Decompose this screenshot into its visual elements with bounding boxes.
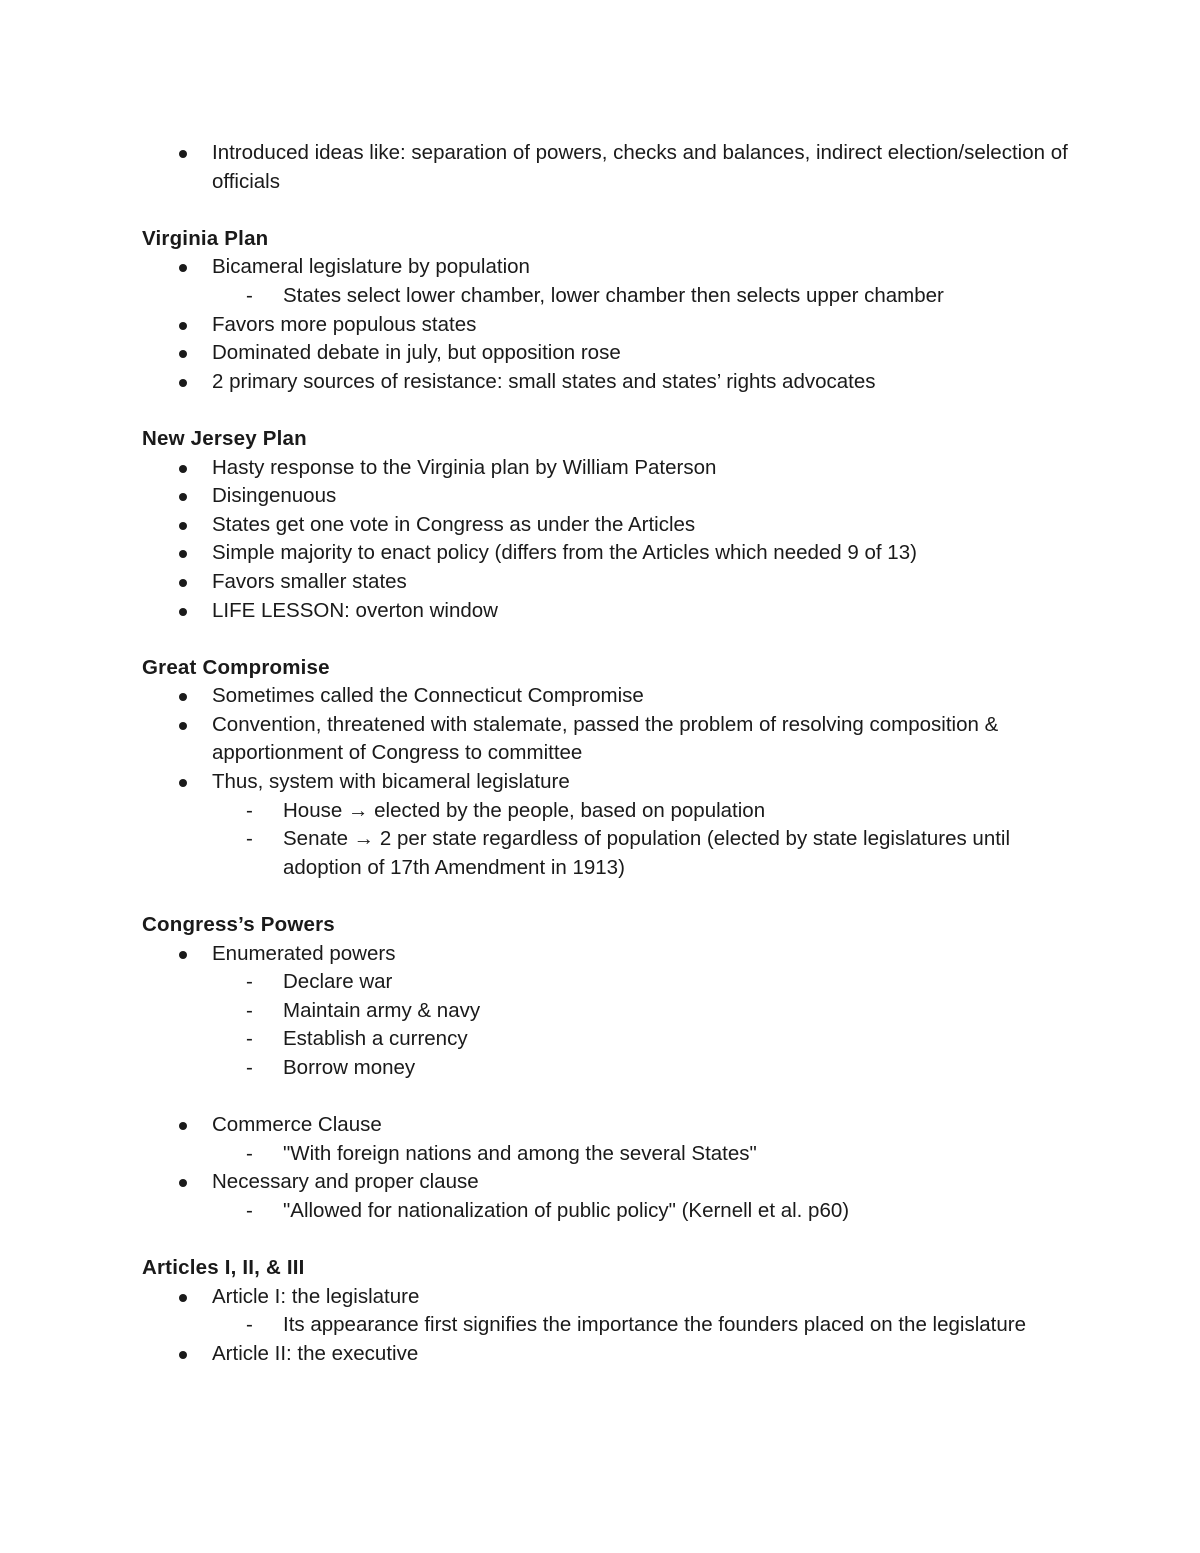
dash-bullet-icon: - (246, 970, 253, 994)
document-content (142, 139, 1082, 1369)
dash-bullet-icon: - (246, 1141, 253, 1165)
sub-list-item-text: Senate → 2 per state regardless of population (elected by state legislatures until adoption of 17th Amendment in 1913) (283, 827, 1011, 879)
bullet-dot-icon (179, 608, 187, 616)
dash-bullet-icon: - (246, 1027, 253, 1051)
list-item-text: Disingenuous (212, 484, 337, 508)
bullet-dot-icon (179, 693, 187, 701)
bullet-dot-icon (179, 579, 187, 587)
sub-list-item (212, 1140, 1082, 1169)
bullet-dot-icon (179, 379, 187, 387)
sub-list-item (212, 997, 1082, 1026)
sub-list (212, 968, 1082, 1082)
dash-bullet-icon: - (246, 1313, 253, 1337)
sub-list-item-text: Declare war (283, 970, 393, 994)
bullet-dot-icon (179, 465, 187, 473)
list-item-text: LIFE LESSON: overton window (212, 598, 498, 622)
list-item-text: Sometimes called the Connecticut Compromise (212, 684, 644, 708)
sub-list-item-text: Borrow money (283, 1056, 416, 1079)
section-heading: Articles I, II, & III (142, 1256, 305, 1280)
sub-list-item (212, 1197, 1082, 1226)
list-item-text: Necessary and proper clause (212, 1170, 479, 1194)
list-item (142, 368, 1082, 397)
bullet-dot-icon (179, 350, 187, 358)
sub-list-item (212, 825, 1082, 882)
bullet-list (142, 1283, 1082, 1369)
sub-list-item-text: Maintain army & navy (283, 998, 481, 1022)
section (142, 1254, 1082, 1368)
sub-list-item (212, 1054, 1082, 1083)
sub-list-item-text: "Allowed for nationalization of public policy" (Kernell et al. p60) (283, 1198, 850, 1222)
list-item (142, 253, 1082, 310)
list-item (142, 511, 1082, 540)
sub-list-item-text: States select lower chamber, lower chamber then selects upper chamber (283, 283, 944, 307)
sub-list-item (212, 968, 1082, 997)
section (142, 225, 1082, 397)
sub-list-item (212, 1311, 1082, 1340)
bullet-dot-icon (179, 1122, 187, 1130)
list-item (142, 597, 1082, 626)
list-item (142, 482, 1082, 511)
bullet-list (142, 682, 1082, 882)
sub-list (212, 282, 1082, 311)
list-item (142, 682, 1082, 711)
list-item (142, 1340, 1082, 1369)
sub-list-item-text: House → elected by the people, based on population (283, 798, 766, 822)
bullet-dot-icon (179, 522, 187, 530)
list-item-text: Hasty response to the Virginia plan by William Paterson (212, 455, 717, 479)
dash-bullet-icon: - (246, 283, 253, 307)
list-item (142, 711, 1082, 768)
list-item (142, 539, 1082, 568)
list-item-text: Simple majority to enact policy (differs from the Articles which needed 9 of 13) (212, 541, 917, 565)
bullet-dot-icon (179, 322, 187, 330)
list-item (142, 454, 1082, 483)
list-item (142, 1111, 1082, 1168)
list-item (142, 339, 1082, 368)
section (142, 139, 1082, 196)
bullet-list (142, 139, 1082, 196)
list-item-text: Article I: the legislature (212, 1284, 420, 1308)
list-item-text: Enumerated powers (212, 941, 396, 965)
bullet-dot-icon (179, 1294, 187, 1302)
list-item-text: Introduced ideas like: separation of powers, checks and balances, indirect election/selection of officials (212, 141, 1068, 193)
bullet-dot-icon (179, 779, 187, 787)
dash-bullet-icon: - (246, 798, 253, 822)
sub-list (212, 1197, 1082, 1226)
dash-bullet-icon: - (246, 1056, 253, 1079)
sub-list (212, 1311, 1082, 1340)
bullet-dot-icon (179, 550, 187, 558)
bullet-list (142, 940, 1082, 1226)
sub-list-item (212, 797, 1082, 826)
list-item (142, 940, 1082, 1083)
list-item-text: Convention, threatened with stalemate, passed the problem of resolving composition & apportionment of Congress to committee (212, 712, 999, 765)
bullet-dot-icon (179, 1351, 187, 1359)
list-item-text: Bicameral legislature by population (212, 255, 530, 279)
bullet-dot-icon (179, 264, 187, 272)
section (142, 425, 1082, 625)
list-item-text: Dominated debate in july, but opposition rose (212, 341, 621, 365)
sub-list (212, 797, 1082, 883)
sub-list-item (212, 1025, 1082, 1054)
bullet-list (142, 454, 1082, 626)
sub-list-item (212, 282, 1082, 311)
section-heading: New Jersey Plan (142, 426, 307, 450)
list-item-text: Article II: the executive (212, 1341, 419, 1365)
section (142, 654, 1082, 883)
list-item (142, 1168, 1082, 1225)
dash-bullet-icon: - (246, 1198, 253, 1222)
section-heading: Great Compromise (142, 655, 330, 679)
list-item (142, 311, 1082, 340)
list-item-text: Favors smaller states (212, 569, 407, 593)
list-item-text: States get one vote in Congress as under the Articles (212, 512, 696, 536)
bullet-dot-icon (179, 150, 187, 158)
dash-bullet-icon: - (246, 827, 253, 851)
list-item-text: Thus, system with bicameral legislature (212, 770, 570, 794)
bullet-dot-icon (179, 951, 187, 959)
list-item-text: 2 primary sources of resistance: small states and states’ rights advocates (212, 369, 876, 393)
sub-list-item-text: Its appearance first signifies the importance the founders placed on the legislature (283, 1313, 1026, 1337)
list-item (142, 568, 1082, 597)
bullet-dot-icon (179, 1179, 187, 1187)
sub-list-item-text: Establish a currency (283, 1027, 468, 1051)
dash-bullet-icon: - (246, 998, 253, 1022)
list-item (142, 1283, 1082, 1340)
section (142, 911, 1082, 1226)
list-item-text: Commerce Clause (212, 1113, 382, 1137)
bullet-dot-icon (179, 722, 187, 730)
list-item-text: Favors more populous states (212, 312, 477, 336)
sub-list-item-text: "With foreign nations and among the several States" (283, 1141, 757, 1165)
section-heading: Congress’s Powers (142, 913, 335, 937)
section-heading: Virginia Plan (142, 226, 269, 250)
bullet-dot-icon (179, 493, 187, 501)
list-item (142, 768, 1082, 882)
sub-list (212, 1140, 1082, 1169)
list-item (142, 139, 1082, 196)
bullet-list (142, 253, 1082, 396)
